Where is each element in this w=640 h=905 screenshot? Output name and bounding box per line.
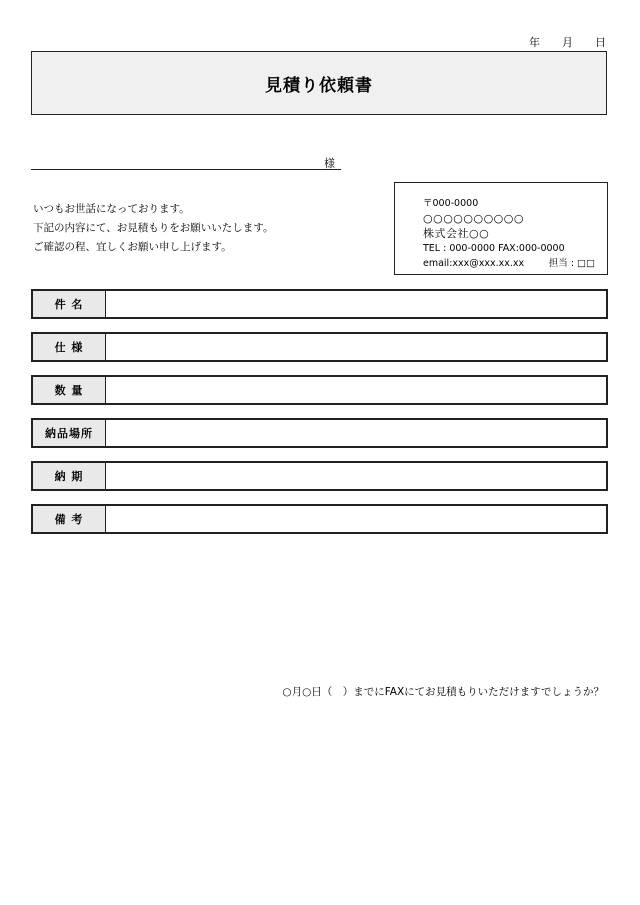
- document-title: 見積り依頼書: [265, 75, 373, 96]
- sender-info-box: [394, 182, 608, 275]
- recipient-line[interactable]: [31, 155, 341, 170]
- date-day: 日: [595, 36, 606, 49]
- date-line: [529, 34, 606, 50]
- greeting-line: いつもお世話になっております。: [33, 203, 190, 215]
- field-row-spec: [31, 332, 608, 362]
- date-year: 年: [529, 36, 540, 49]
- field-row-quantity: [31, 375, 608, 405]
- sender-contact: 担当 : □□: [548, 258, 595, 269]
- sender-tel-fax: TEL : 000-0000 FAX:000-0000: [423, 243, 565, 254]
- greeting-line: 下記の内容にて、お見積もりをお願いいたします。: [33, 222, 274, 234]
- field-label: 納品場所: [33, 420, 106, 446]
- field-row-subject: [31, 289, 608, 319]
- sender-postal: 〒000-0000: [423, 198, 479, 209]
- field-label: 備 考: [33, 506, 106, 532]
- sender-company: 株式会社○○: [423, 227, 490, 240]
- field-row-delivery-place: [31, 418, 608, 448]
- sender-address: ○○○○○○○○○○: [423, 212, 524, 225]
- field-label: 数 量: [33, 377, 106, 403]
- field-value-deadline[interactable]: [106, 463, 606, 489]
- field-value-delivery-place[interactable]: [106, 420, 606, 446]
- field-label: 納 期: [33, 463, 106, 489]
- field-value-spec[interactable]: [106, 334, 606, 360]
- recipient-suffix: 様: [324, 157, 335, 170]
- field-value-subject[interactable]: [106, 291, 606, 317]
- title-box: [31, 51, 607, 115]
- field-value-quantity[interactable]: [106, 377, 606, 403]
- field-value-notes[interactable]: [106, 506, 606, 532]
- field-row-deadline: [31, 461, 608, 491]
- greeting-text: [33, 200, 273, 257]
- date-month: 月: [562, 36, 573, 49]
- sender-email: email:xxx@xxx.xx.xx: [423, 258, 525, 269]
- greeting-line: ご確認の程、宜しくお願い申し上げます。: [33, 241, 232, 253]
- field-row-notes: [31, 504, 608, 534]
- reply-request-text: ○月○日（ ）までにFAXにてお見積もりいただけますでしょうか？: [282, 686, 604, 698]
- field-label: 件 名: [33, 291, 106, 317]
- field-label: 仕 様: [33, 334, 106, 360]
